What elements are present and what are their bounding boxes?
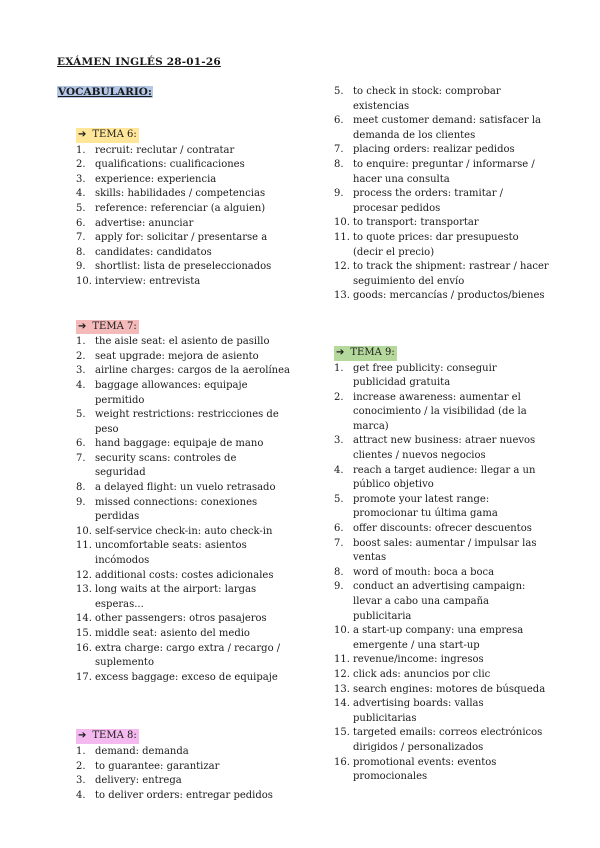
- list-item-text: security scans: controles de seguridad: [95, 452, 237, 479]
- list-item-text: offer discounts: ofrecer descuentos: [353, 523, 532, 535]
- list-item: [76, 202, 290, 217]
- list-item: [76, 144, 290, 159]
- list-item-text: promotional events: eventos promocionales: [353, 756, 497, 783]
- list-item-text: reach a target audience: llegar a un público objetivo: [353, 464, 536, 491]
- list-item-number: 13.: [76, 584, 92, 596]
- list-item-text: increase awareness: aumentar el conocimiento / la visibilidad (de la marca): [353, 391, 527, 432]
- tema-heading-label: TEMA 9:: [350, 346, 395, 358]
- list-item-text: promote your latest range: promocionar tu última gama: [353, 493, 498, 520]
- list-item: [76, 275, 290, 290]
- list-item: [334, 580, 549, 624]
- list-item: [76, 408, 290, 437]
- list-item: [334, 493, 549, 522]
- list-item-number: 9.: [334, 581, 344, 593]
- list-item-text: other passengers: otros pasajeros: [95, 613, 267, 625]
- list-item: [334, 464, 549, 493]
- list-item-number: 7.: [76, 452, 86, 464]
- list-item-text: airline charges: cargos de la aerolínea: [95, 365, 290, 377]
- list-item-text: recruit: reclutar / contratar: [95, 144, 235, 156]
- list-item-number: 8.: [76, 482, 86, 494]
- list-item-number: 1.: [334, 362, 344, 374]
- list-item: [334, 216, 549, 231]
- list-item: [76, 158, 290, 173]
- list-item-text: goods: mercancías / productos/bienes: [353, 290, 545, 302]
- list-item: [76, 671, 290, 686]
- list-item-text: advertise: anunciar: [95, 217, 194, 229]
- list-item-number: 3.: [76, 173, 86, 185]
- list-item-number: 3.: [334, 435, 344, 447]
- vocab-group-tema8-cont: [334, 85, 549, 304]
- list-item-number: 7.: [334, 537, 344, 549]
- list-item: [76, 481, 290, 496]
- list-item: [76, 496, 290, 525]
- list-item: [334, 362, 549, 391]
- list-item-number: 14.: [334, 698, 350, 710]
- list-item-number: 7.: [334, 144, 344, 156]
- list-item-text: demand: demanda: [95, 745, 189, 757]
- list-item-number: 3.: [76, 775, 86, 787]
- list-item-text: extra charge: cargo extra / recargo / suplemento: [95, 642, 281, 669]
- list-item: [334, 231, 549, 260]
- list-item-text: skills: habilidades / competencias: [95, 188, 266, 200]
- list-item-text: targeted emails: correos electrónicos dirigidos / personalizados: [353, 727, 543, 753]
- list-item: [334, 289, 549, 304]
- list-item: [76, 760, 290, 775]
- list-item: [76, 231, 290, 246]
- list-item-number: 15.: [334, 727, 350, 739]
- list-item-number: 13.: [334, 290, 350, 302]
- list-item-text: search engines: motores de búsqueda: [353, 683, 546, 695]
- list-item: [76, 173, 290, 188]
- list-item-text: long waits at the airport: largas esperas...: [95, 584, 257, 610]
- list-item-text: a start-up company: una empresa emergente / una start-up: [353, 625, 524, 651]
- list-item: [334, 434, 549, 463]
- list-item: [334, 114, 549, 143]
- list-item-text: middle seat: asiento del medio: [95, 628, 250, 639]
- list-item-text: apply for: solicitar / presentarse a: [95, 232, 268, 244]
- list-item-number: 10.: [76, 525, 92, 537]
- list-item-text: candidates: candidatos: [95, 246, 212, 258]
- list-item-number: 5.: [334, 86, 344, 97]
- list-item-text: attract new business: atraer nuevos clientes / nuevos negocios: [353, 435, 536, 462]
- vocab-list: [76, 335, 290, 685]
- list-item-number: 2.: [76, 159, 86, 171]
- list-item-text: click ads: anuncios por clic: [353, 668, 491, 680]
- vocab-group-tema8: [76, 729, 290, 803]
- list-item: [76, 525, 290, 540]
- list-item-number: 4.: [76, 188, 86, 200]
- tema-heading: [76, 128, 139, 143]
- list-item-text: to deliver orders: entregar pedidos: [95, 789, 273, 801]
- list-item-number: 1.: [76, 336, 86, 348]
- list-item-number: 8.: [334, 566, 344, 578]
- section-label: VOCABULARIO:: [58, 86, 152, 98]
- arrow-right-icon: ➔: [78, 730, 87, 742]
- list-item-number: 15.: [76, 628, 92, 639]
- list-item: [76, 569, 290, 584]
- list-item: [76, 379, 290, 408]
- list-item-number: 11.: [334, 654, 350, 666]
- vocab-list: [334, 85, 549, 304]
- list-item-number: 1.: [76, 144, 86, 156]
- list-item: [76, 539, 290, 568]
- list-item-text: get free publicity: conseguir publicidad gratuita: [353, 362, 497, 389]
- list-item-text: baggage allowances: equipaje permitido: [95, 379, 248, 406]
- list-item-text: qualifications: cualificaciones: [95, 159, 245, 171]
- list-item-text: revenue/income: ingresos: [353, 654, 484, 666]
- tema-heading-label: TEMA 6:: [92, 129, 137, 140]
- vocab-list: [76, 144, 290, 290]
- list-item-number: 6.: [76, 217, 86, 229]
- list-item-text: boost sales: aumentar / impulsar las ventas: [353, 537, 537, 564]
- list-item: [334, 391, 549, 435]
- list-item-text: additional costs: costes adicionales: [95, 569, 274, 581]
- list-item: [334, 726, 549, 755]
- list-item-text: advertising boards: vallas publicitarias: [353, 698, 484, 724]
- arrow-right-icon: ➔: [78, 320, 87, 332]
- list-item: [76, 335, 290, 350]
- list-item: [334, 537, 549, 566]
- list-item-number: 8.: [334, 158, 344, 170]
- list-item: [334, 624, 549, 653]
- list-item-number: 6.: [76, 438, 86, 450]
- list-item-text: placing orders: realizar pedidos: [353, 144, 515, 156]
- list-item-number: 10.: [334, 217, 350, 229]
- list-item-number: 9.: [76, 496, 86, 508]
- list-item: [334, 187, 549, 216]
- list-item: [76, 246, 290, 261]
- list-item-text: missed connections: conexiones perdidas: [95, 496, 258, 523]
- vocab-group-tema7: [76, 320, 290, 686]
- tema-heading: [76, 320, 139, 335]
- tema-heading-label: TEMA 7:: [92, 320, 137, 332]
- list-item: [334, 683, 549, 698]
- list-item-text: to check in stock: comprobar existencias: [353, 86, 501, 112]
- list-item-text: shortlist: lista de preseleccionados: [95, 261, 272, 273]
- list-item-number: 9.: [334, 188, 344, 200]
- list-item-number: 4.: [76, 789, 86, 801]
- list-item: [334, 653, 549, 668]
- list-item-text: to quote prices: dar presupuesto (decir el precio): [353, 231, 519, 258]
- tema-heading: [334, 346, 397, 361]
- list-item: [76, 437, 290, 452]
- list-item-text: uncomfortable seats: asientos incómodos: [95, 540, 247, 567]
- list-item-number: 2.: [76, 760, 86, 772]
- list-item-text: a delayed flight: un vuelo retrasado: [95, 482, 276, 494]
- list-item: [76, 350, 290, 365]
- tema-heading: [76, 729, 139, 744]
- list-item: [76, 642, 290, 671]
- list-item-number: 6.: [334, 523, 344, 535]
- list-item-text: experience: experiencia: [95, 173, 217, 185]
- list-item-text: meet customer demand: satisfacer la demanda de los clientes: [353, 115, 541, 141]
- list-item-number: 5.: [76, 409, 86, 421]
- list-item-number: 5.: [76, 202, 86, 214]
- list-item: [76, 789, 290, 804]
- list-item-text: to enquire: preguntar / informarse / hacer una consulta: [353, 158, 535, 185]
- list-item-number: 13.: [334, 683, 350, 695]
- list-item-number: 10.: [334, 625, 350, 637]
- list-item-number: 4.: [334, 464, 344, 476]
- list-item-text: self-service check-in: auto check-in: [95, 525, 273, 537]
- list-item-number: 2.: [334, 391, 344, 403]
- list-item: [76, 745, 290, 760]
- list-item: [334, 85, 549, 114]
- list-item: [334, 566, 549, 581]
- list-item-number: 4.: [76, 379, 86, 391]
- list-item-text: weight restrictions: restricciones de peso: [95, 409, 279, 435]
- list-item-number: 16.: [76, 642, 92, 654]
- list-item: [76, 364, 290, 379]
- list-item-text: reference: referenciar (a alguien): [95, 202, 266, 214]
- list-item-number: 3.: [76, 365, 86, 377]
- right-column: [334, 85, 549, 785]
- list-item: [76, 452, 290, 481]
- list-item-number: 14.: [76, 613, 92, 625]
- list-item-number: 5.: [334, 493, 344, 505]
- list-item: [334, 697, 549, 726]
- list-item: [76, 583, 290, 612]
- vocab-group-tema6: [76, 128, 290, 290]
- list-item-number: 9.: [76, 261, 86, 273]
- vocab-group-tema9: [334, 346, 549, 785]
- list-item-text: hand baggage: equipaje de mano: [95, 438, 264, 450]
- list-item-number: 11.: [334, 231, 350, 243]
- list-item-text: delivery: entrega: [95, 775, 182, 787]
- list-item-number: 8.: [76, 246, 86, 258]
- list-item-text: to track the shipment: rastrear / hacer seguimiento del envío: [353, 261, 549, 287]
- list-item-text: to guarantee: garantizar: [95, 760, 220, 772]
- left-column: [76, 128, 290, 803]
- list-item-number: 6.: [334, 115, 344, 127]
- page-title: EXÁMEN INGLÉS 28-01-26: [57, 56, 221, 68]
- vocab-list: [334, 362, 549, 785]
- list-item: [76, 260, 290, 275]
- list-item-number: 12.: [76, 569, 92, 581]
- list-item-text: interview: entrevista: [95, 275, 201, 287]
- list-item-number: 17.: [76, 671, 92, 683]
- list-item-text: conduct an advertising campaign: llevar a cabo una campaña publicitaria: [353, 581, 526, 622]
- list-item-number: 1.: [76, 745, 86, 757]
- list-item-text: to transport: transportar: [353, 217, 479, 229]
- list-item-text: seat upgrade: mejora de asiento: [95, 350, 259, 362]
- tema-heading-label: TEMA 8:: [92, 730, 137, 742]
- list-item-number: 12.: [334, 261, 350, 273]
- vocab-list: [76, 745, 290, 803]
- list-item: [334, 260, 549, 289]
- list-item-number: 11.: [76, 540, 92, 552]
- list-item: [334, 158, 549, 187]
- list-item: [334, 756, 549, 785]
- arrow-right-icon: ➔: [78, 129, 87, 140]
- list-item: [76, 774, 290, 789]
- list-item: [76, 627, 290, 642]
- list-item-number: 12.: [334, 668, 350, 680]
- list-item: [76, 187, 290, 202]
- list-item: [334, 522, 549, 537]
- list-item-text: excess baggage: exceso de equipaje: [95, 671, 278, 683]
- list-item: [76, 612, 290, 627]
- list-item-text: word of mouth: boca a boca: [353, 566, 495, 578]
- list-item-number: 2.: [76, 350, 86, 362]
- list-item: [334, 143, 549, 158]
- list-item-number: 10.: [76, 275, 92, 287]
- list-item-number: 7.: [76, 232, 86, 244]
- list-item-text: the aisle seat: el asiento de pasillo: [95, 336, 270, 348]
- list-item: [334, 668, 549, 683]
- list-item: [76, 217, 290, 232]
- arrow-right-icon: ➔: [336, 346, 345, 358]
- list-item-number: 16.: [334, 756, 350, 768]
- list-item-text: process the orders: tramitar / procesar pedidos: [353, 188, 504, 214]
